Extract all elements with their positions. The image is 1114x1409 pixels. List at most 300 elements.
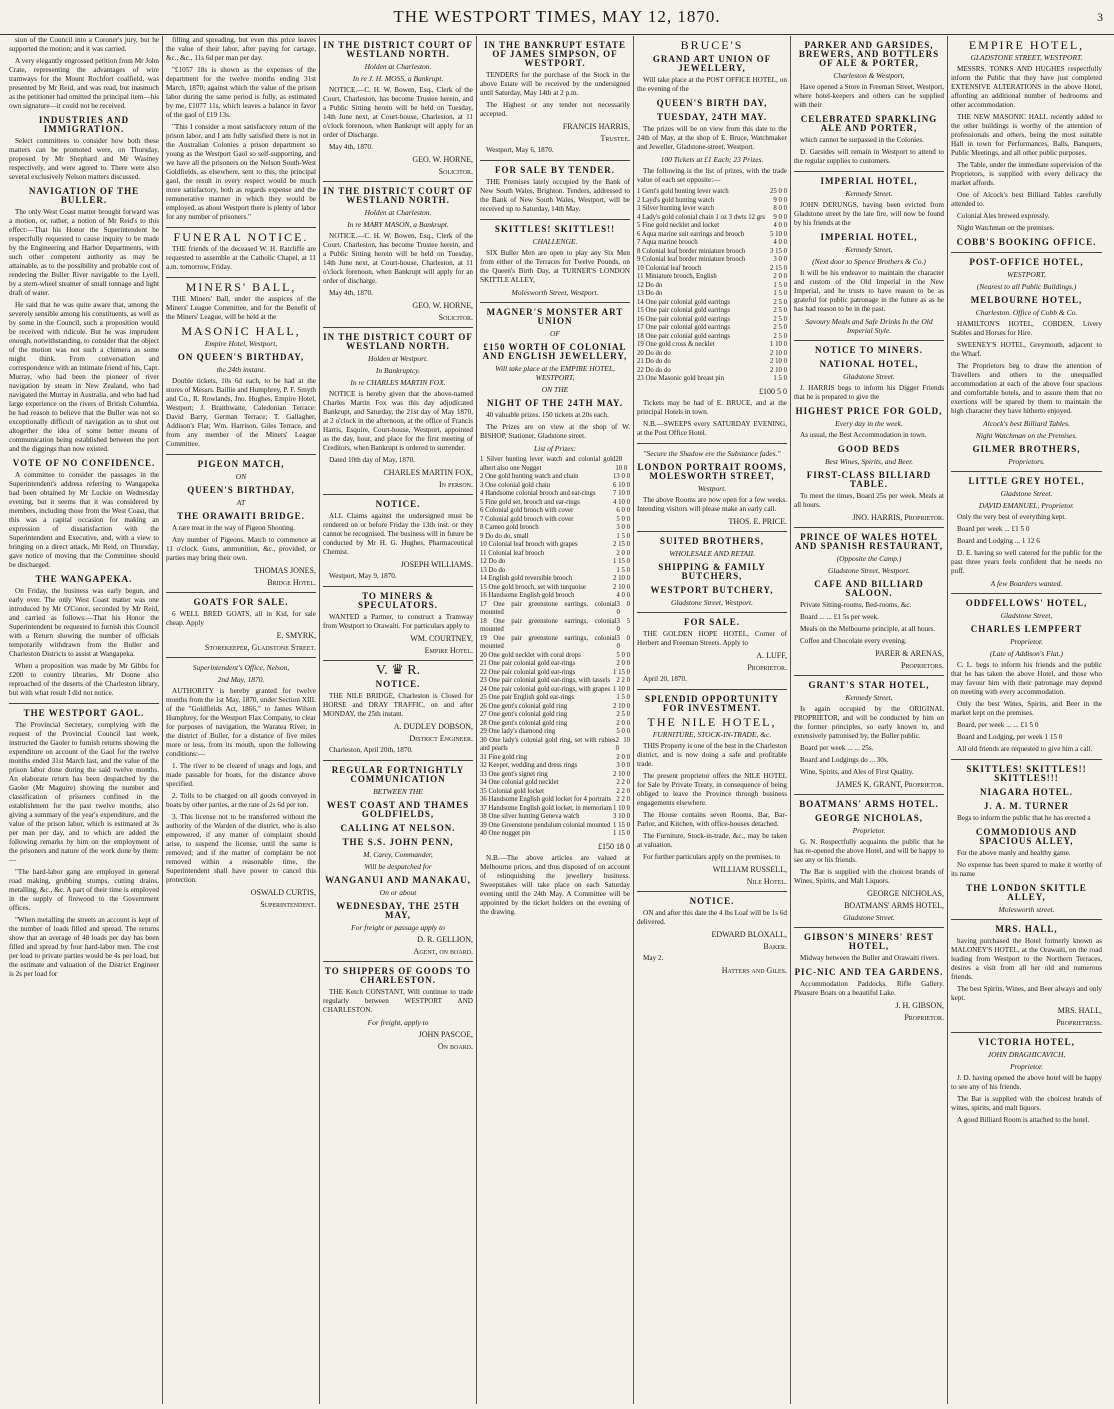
ad-body: NOTICE.—C. H. W. Bowen, Esq., Clerk of the Court, Charleston, has become Trustee herein, and a Public Sitting herein will be held on Tuesday, 14th June next, at Court-house, Charleston, at 11 o'clock forenoon, when Bankrupt will apply for an order of Discharge. [323, 86, 473, 139]
ad-signature: PARER & ARENAS, [875, 649, 944, 658]
ad-title: EMPIRE HOTEL, [968, 38, 1085, 52]
prize-item [637, 333, 787, 342]
ad-title: BOATMANS' ARMS HOTEL. [799, 799, 939, 809]
prize-name: 8 Colonial leaf border miniature brooch [637, 247, 746, 255]
prize-value: 8 0 0 [773, 205, 787, 212]
prize-name: 15 One pair colonial gold earrings [637, 307, 731, 314]
ad-body: All old friends are requested to give him a call. [957, 745, 1093, 753]
prize-item [637, 341, 787, 350]
ad-date: ON QUEEN'S BIRTHDAY, [177, 352, 305, 362]
ad-body: Board and Lodging, per week 1 15 0 [957, 733, 1063, 741]
ad-body: Board, per week ... ... £1 5 0 [957, 721, 1039, 729]
ad-signature: JOSEPH WILLIAMS. [400, 560, 473, 569]
prize-value: 3 5 0 [616, 617, 630, 633]
ad-sub: WHOLESALE AND RETAIL [669, 548, 755, 558]
prize-name: 7 Aqua marine brooch [637, 239, 698, 246]
section-heading: INDUSTRIES AND IMMIGRATION. [38, 115, 130, 134]
ad-body: C. L. begs to inform his friends and the public that he has taken the above Hotel, and those who may favour him with their patronage may depend on meeting with every accommodation. [951, 661, 1102, 696]
prize-name: 9 Do do do, small [480, 532, 529, 540]
prize-name: 31 Fine gold ring [480, 753, 528, 761]
ad-body: Board and Lodgings do ... 30s. [800, 756, 889, 764]
ad-signature: Hatters and Giles. [721, 965, 787, 975]
ad-title: PARKER AND GARSIDES, BREWERS, AND BOTTLERS OF ALE & PORTER, [798, 40, 940, 68]
prize-name: 1 Gent's gold hunting lever watch [637, 188, 729, 195]
ad-body: The Table, under the immediate supervision of the Proprietors, is supplied with every delicacy the market affords. [951, 161, 1102, 187]
prize-value: 5 0 0 [616, 515, 630, 523]
ad-sub: Proprietor. [1010, 637, 1043, 646]
divider [637, 443, 787, 444]
prize-list [480, 456, 630, 839]
ad-body: G. N. Respectfully acquaints the public that he has re-opened the above Hotel, and will be happy to see any or his friends. [794, 838, 944, 864]
prize-name: 38 One silver hunting Geneva watch [480, 813, 580, 820]
divider [951, 471, 1102, 472]
ad-signature: E. SMYRK, [276, 631, 316, 640]
ad-sub: OF [550, 329, 560, 338]
ad-signature: BOATMANS' ARMS HOTEL, [844, 901, 944, 910]
prize-name: 11 Miniature brooch, English [637, 273, 717, 280]
ad-sub: ON [235, 472, 247, 481]
ad-sub: JOHN DRAGHICAVICH, [987, 1050, 1066, 1059]
prize-value: 4 10 0 [613, 498, 630, 506]
ad-title: IN THE DISTRICT COURT OF WESTLAND NORTH. [323, 186, 473, 205]
ad-title: VICTORIA HOTEL, [978, 1037, 1075, 1047]
prize-name: 18 One pair greenstone earrings, colonial mounted [480, 617, 617, 633]
divider [951, 1032, 1102, 1033]
ad-body: THE friends of the deceased W. H. Ratcliffe are requested to assemble at the Catholic Chapel, at 11 a.m. tomorrow, Friday. [166, 245, 316, 271]
ad-body: The best Spirits, Wines, and Beer always and only kept. [951, 985, 1102, 1002]
section-heading: THE WANGAPEKA. [35, 574, 133, 584]
prize-item [637, 256, 787, 265]
prize-name: 10 Colonial leaf brooch [637, 264, 702, 272]
ad-signature: Agent, on board. [413, 947, 473, 956]
ad-body: Charleston, April 20th, 1870. [329, 746, 413, 754]
ad-body: ON and after this date the 4 lbs Loaf will be 1s 6d delivered. [637, 908, 787, 926]
ad-body: Tickets may be had of E. BRUCE, and at the principal Hotels in town. [637, 398, 787, 416]
prize-name: 19 One gold cross & necklet [637, 341, 715, 348]
ad-venue: NATIONAL HOTEL, [819, 359, 919, 369]
divider [480, 302, 630, 303]
ad-body: Only the best Wines, Spirits, and Beer in the market kept on the premises. [951, 700, 1102, 717]
ad-sub: (Opposite the Camp.) [836, 554, 902, 563]
divider [166, 592, 316, 593]
prize-name: 16 Handsome English gold brooch [480, 592, 575, 599]
ad-title: FOR SALE. [683, 616, 740, 627]
prize-value: 25 0 0 [770, 188, 787, 195]
ad-signature: Trustee. [600, 134, 630, 143]
prize-value: 1 15 0 [613, 668, 630, 676]
divider [166, 227, 316, 228]
ad-body: Coffee and Chocolate every evening. [800, 637, 907, 645]
ad-sub: GRAND ART UNION OF JEWELLERY, [652, 54, 772, 73]
prize-value: 1 15 0 [613, 830, 630, 837]
prize-item [637, 197, 787, 206]
ad-signature: Proprietor. [904, 1013, 944, 1022]
prize-name: 6 Aqua marine suit earrings and brooch [637, 230, 745, 238]
ad-title: SUITED BROTHERS, [659, 535, 765, 546]
prize-name: 13 Do do [637, 290, 663, 297]
divider [9, 703, 159, 704]
divider [794, 794, 944, 795]
ad-sub: WESTPORT, [1007, 270, 1046, 279]
paragraph: A committee to consider the passages in the Superintendent's address referring to Wangapeka had been obtained by Mr Luckie on Wednesday evening, but it seems that it was considered by members, including those from the West Coast, that this was a capital occasion for making an expression of dissatisfaction with the Superintendent and Executive, and, with a view to bringing on a direct attack, Mr Reid, on Thursday, gave notice of moving that the Committee should be discharged. [9, 471, 159, 569]
prize-value: 1 15 0 [613, 558, 630, 565]
prize-item [480, 524, 630, 533]
ad-body: May 4th, 1870. [329, 289, 373, 297]
ad-venue: £150 WORTH OF COLONIAL AND ENGLISH JEWELLERY, [482, 342, 628, 361]
prize-item [480, 541, 630, 550]
column-5 [634, 36, 791, 1404]
ad-venue: PIC-NIC AND TEA GARDENS. [794, 967, 944, 977]
ad-signature: On board. [437, 1042, 473, 1051]
ad-sub: Charleston & Westport, [833, 71, 905, 80]
ad-body: For the above manly and healthy game. [957, 849, 1071, 857]
prize-value: 2 10 0 [613, 575, 630, 582]
ad-sub: Charleston. Office of Cobb & Co. [975, 308, 1078, 317]
prize-value: 3 0 0 [616, 634, 630, 650]
divider [794, 927, 944, 928]
column-1 [6, 36, 163, 1404]
divider [323, 961, 473, 962]
ad-sub: Holden at Westport. [368, 354, 428, 363]
prize-item [637, 273, 787, 282]
ad-title: NIAGARA HOTEL. [979, 787, 1073, 797]
prize-item [480, 618, 630, 635]
ad-title: FOR SALE BY TENDER. [494, 165, 616, 175]
prize-name: 15 One gold brooch, set with turquoise [480, 583, 586, 591]
ad-body: 2. Tolls to be charged on all goods conveyed in boats by other parties, at the rate of 2s 6d per ton. [166, 792, 316, 809]
ad-body: No expense has been spared to make it worthy of its name [951, 861, 1102, 878]
ad-signature: D. R. GELLION, [417, 935, 473, 944]
prize-item [480, 762, 630, 771]
prize-name: 29 One lady's diamond ring [480, 728, 556, 735]
prize-value: 2 2 0 [616, 779, 630, 786]
ad-venue: THE S.S. JOHN PENN, [342, 837, 454, 847]
prize-value: 9 0 0 [773, 213, 787, 221]
ad-sub: AT [236, 498, 246, 507]
ad-title: IN THE BANKRUPT ESTATE OF JAMES SIMPSON, OF WESTPORT. [483, 40, 627, 68]
ad-title: PRINCE OF WALES HOTEL AND SPANISH RESTAURANT, [794, 532, 944, 551]
prize-name: 5 Fine gold necklet and locket [637, 222, 720, 229]
prize-value: 1 5 0 [773, 375, 787, 382]
ad-body: HAMILTON'S HOTEL, COBDEN, Livery Stables and Horses for Hire. [951, 320, 1102, 337]
ad-signature: EDWARD BLOXALL, [711, 929, 787, 939]
prize-name: 40 One nugget pin [480, 830, 531, 837]
ad-venue: COMMODIOUS AND SPACIOUS ALLEY, [975, 827, 1078, 846]
ad-body: THE NEW MASONIC HALL recently added to the other buildings is worthy of the attention of professionals and others, being the most suitable Hall in town for Performances, Balls, Banquets, Public Meetings, and all other public purposes. [951, 113, 1102, 157]
ad-body: A good Billiard Room is attached to the hotel. [957, 1116, 1090, 1124]
prize-item [637, 290, 787, 299]
divider [951, 593, 1102, 594]
prize-name: 22 One pair colonial gold ear-rings [480, 668, 576, 676]
prize-value: 2 0 0 [773, 273, 787, 280]
prize-value: 1 5 0 [616, 566, 630, 574]
ad-sub: FURNITURE, STOCK-IN-TRADE, &c. [652, 729, 772, 739]
prize-item [637, 248, 787, 257]
ad-signature: THOS. E. PRICE. [728, 516, 787, 526]
ad-body: WANTED a Partner, to construct a Tramway from Westport to Orawaiti. For particulars apply to [323, 613, 473, 630]
ad-sub: Proprietor. [852, 826, 886, 835]
prize-total: £150 18 0 [598, 841, 630, 851]
divider [323, 494, 473, 495]
prize-value: 4 0 0 [773, 222, 787, 229]
ad-sub: Gladstone Street, Westport. [671, 597, 753, 607]
ad-body: Colonial Ales brewed expressly. [957, 212, 1050, 220]
prize-name: 11 Colonial leaf brooch [480, 549, 545, 557]
divider [480, 219, 630, 220]
ad-title: NOTICE. [375, 679, 421, 689]
ad-body: Board ... ... £1 5s per week. [800, 613, 879, 621]
ad-venue: GILMER BROTHERS, [972, 444, 1081, 454]
ad-sub: Kennedy Street, [845, 693, 893, 702]
ad-body: Accommodation Paddocks. Rifle Gallery. Pleasure Boats on a beautiful Lake. [794, 980, 944, 997]
ad-body: April 20, 1870. [643, 674, 687, 683]
ad-sub: Gladstone Street, Westport. [828, 566, 910, 575]
ad-body: N.B.—The above articles are valued at Melbourne prices, and thus disposed of on account of relinquishing the jewellery business. Sweepstakes will take place on each Saturday evening until the 24th May. A Committee will be appointed by the ticket holders on the evening of the drawing. [480, 853, 630, 916]
prize-item [480, 737, 630, 754]
ad-sub: Proprietor. [1010, 1062, 1043, 1071]
ad-title: MINERS' BALL, [185, 280, 297, 294]
prize-item [480, 805, 630, 814]
prize-name: 2 One gold hunting watch and chain [480, 473, 579, 480]
ad-title: IN THE DISTRICT COURT OF WESTLAND NORTH. [323, 332, 473, 351]
ad-body: THE Miners' Ball, under the auspices of the Miners' League Committee, and for the Benefit of the Miners' League, will be held at the [166, 295, 316, 321]
ad-body: The Prizes are on view at the shop of W. BISHOP, Stationer, Gladstone street. [480, 423, 630, 440]
ad-body: Double tickets, 10s 6d each, to be had at the stores of Messrs. Baillie and Humphrey, P. F. Smyth and Co., R. Rowlands, Jno. Hughes, Empire Hotel, Westport; J. Braithwaite, Caledonian Terrace: David Barry, German Terrace; T. Gallagher, Addison's Flat; Wm. Harrison, Giles Terrace, and from any member of the Miners' League Committee. [166, 377, 316, 448]
prize-item [480, 592, 630, 601]
ad-signature: GEO. W. HORNE, [412, 301, 473, 310]
prize-name: 14 One pair colonial gold earrings [637, 298, 731, 306]
ad-signature: Bridge Hotel. [267, 578, 316, 587]
section-heading: VOTE OF NO CONFIDENCE. [12, 458, 156, 468]
prize-name: 21 Do do do [637, 358, 671, 365]
divider [323, 586, 473, 587]
ad-body: Dated 10th day of May, 1870. [329, 456, 415, 464]
prize-value: 1 10 0 [613, 685, 630, 693]
prize-item [480, 830, 630, 839]
ad-signature: Solicitor. [438, 313, 473, 322]
ad-body: D. Garsides will remain in Westport to attend to the regular supplies to customers. [794, 148, 944, 165]
ad-sub: For freight, apply to [367, 1018, 429, 1027]
prize-value: 3 0 0 [616, 524, 630, 531]
ad-body: 1. The river to be cleared of snags and logs, and made passable for boats, for the distance above specified. [166, 762, 316, 788]
ad-venue: IMPERIAL HOTEL, [820, 232, 918, 242]
ad-sub: For freight or passage apply to [351, 923, 445, 932]
ad-date: QUEEN'S BIRTHDAY, [187, 485, 295, 495]
prize-value: 1 5 0 [773, 281, 787, 289]
prize-value: 2 10 0 [770, 358, 787, 365]
prize-item [480, 754, 630, 763]
paragraph: The only West Coast matter brought forward was a motion, or, rather, a notion of Mr Reid's to this effect:—That his Honor the Superintendent be respectfully requested to cause inquiry to be made by the Engineering and Harbor Departments, with such other competent authority as may be attainable, as to the possibility and probable cost of rendering the Buller River navigable to the Lyell, by a stern-wheel steamer of small tonnage and light draft of water. [9, 208, 159, 297]
ad-date: WEDNESDAY, THE 25TH MAY, [336, 901, 460, 920]
prize-item [480, 660, 630, 669]
prize-name: 28 One gent's colonial gold ring [480, 719, 568, 727]
ad-body: THE Ketch CONSTANT, Will continue to trade regularly between WESTPORT AND CHARLESTON. [323, 988, 473, 1014]
ad-sub: Superintendent's Office, Nelson, [192, 663, 290, 672]
divider [166, 277, 316, 278]
prize-item [480, 669, 630, 678]
ad-body: MESSRS. TONKS AND HUGHES respectfully inform the Public that they have just completed EXTENSIVE ALTERATIONS in the above Hotel, affording an additional number of bedrooms and other accommodation. [951, 65, 1102, 109]
ad-body: A rare treat in the way of Pigeon Shooting. [172, 524, 296, 532]
prize-item [480, 771, 630, 780]
paragraph: sion of the Council into a Coroner's jury, but he supported the motion; and it was carried. [9, 36, 159, 53]
prize-item [480, 558, 630, 567]
prize-name: 2 Layd's gold hunting watch [637, 196, 715, 204]
ad-body: For further particulars apply on the premises, to [643, 852, 781, 861]
prize-item [637, 239, 787, 248]
ad-sub: Gladstone Street. [843, 372, 895, 381]
ad-body: JOHN DERUNGS, having been evicted from Gladstone street by the late fire, will now be found by his friends at the [794, 201, 944, 227]
ad-venue: SHIPPING & FAMILY BUTCHERS, [658, 561, 766, 581]
ad-signature: GEO. W. HORNE, [412, 155, 473, 164]
prize-name: 20 Do do do [637, 349, 671, 357]
ad-sub: Gladstone Street, [1000, 611, 1053, 620]
paragraph: Select committees to consider how both these matters can be promoted were, on Thursday, proposed by Mr Shephard and Mr Wastney respectively, and were agreed to. There were also several exclusively Nelson matters discussed. [9, 137, 159, 181]
ad-signature: JNO. HARRIS, Proprietor. [852, 513, 944, 522]
prize-item [480, 788, 630, 797]
ad-signature: OSWALD CURTIS, [250, 888, 316, 897]
prize-item [637, 265, 787, 274]
prize-value: 2 10 0 [613, 583, 630, 591]
ad-sub: Molesworth street. [998, 905, 1055, 914]
ad-body: having purchased the Hotel formerly known as MALONEY'S HOTEL, at the Orawaiti, on the road leading from Westport to the Northern Terraces, desires a visit from all her old and numerous friends. [951, 937, 1102, 981]
ad-title: REGULAR FORTNIGHTLY COMMUNICATION [331, 765, 465, 784]
divider [166, 454, 316, 455]
prize-value: 1 5 0 [616, 532, 630, 540]
ad-body: J. D. having opened the above hotel will be happy to see any of his friends. [951, 1074, 1102, 1091]
prize-name: 35 Colonial gold locket [480, 787, 544, 795]
ad-body: The prizes will be on view from this date to the 24th of May, at the shop of E. Bruce, Watchmaker and Jeweller, Gladstone-street, Westport. [637, 125, 787, 151]
ad-body: D. E. having so well catered for the public for the past three years feels confident that he needs no puff. [951, 549, 1102, 575]
prize-name: 3 Silver hunting lever watch [637, 205, 715, 212]
ad-title: GIBSON'S MINERS' REST HOTEL, [803, 932, 935, 951]
paragraph: A very elegantly engrossed petition from Mr John Crate, representing the advantages of wire tramways for the Mount Rochfort coalfield, was presented by Mr Reid, and was read, but inasmuch as the petitioner had omitted the principal item—his own signature—it could not be received. [9, 57, 159, 110]
prize-name: 1 Silver hunting lever watch and colonial gold albert also one Nugget [480, 456, 616, 472]
ad-body: TENDERS for the purchase of the Stock in the above Estate will be received by the undersigned until Saturday, May 14th at 2 p.m. [480, 71, 630, 97]
ad-sub: (Next door to Spence Brothers & Co.) [812, 257, 926, 266]
ad-body: Board per week ... ... 25s. [800, 744, 874, 752]
prize-value: 3 15 0 [770, 247, 787, 255]
ad-body: SWEENEY'S HOTEL, Greymouth, adjacent to the Wharf. [951, 341, 1102, 358]
ad-signature: In person. [438, 480, 473, 489]
divider [637, 531, 787, 532]
divider [794, 171, 944, 172]
ad-signature: Solicitor. [438, 167, 473, 176]
ad-body: SIX Buller Men are open to play any Six Men from either of the Terraces for Twelve Pounds, on the Queen's Birth Day, at TURNER'S LONDON SKITTLE ALLEY, [480, 249, 630, 284]
prize-value: 2 5 0 [773, 315, 787, 323]
divider [951, 252, 1102, 253]
prize-value: 2 0 0 [616, 660, 630, 667]
ad-sub: Night Watchman on the Premises. [975, 431, 1078, 440]
ad-signature: GEORGE NICHOLAS, [867, 889, 944, 898]
ad-body: Any number of Pigeons. Match to commence at 11 o'clock. Guns, ammunition, &c., provided, or parties may bring their own. [166, 536, 316, 562]
ad-signature: District Engineer. [409, 734, 473, 743]
ad-body: Only the very best of everything kept. [957, 513, 1067, 521]
prize-item [480, 686, 630, 695]
ad-body: The Bar is supplied with the choicest brands of Wines, Spirits, and Malt Liquors. [794, 868, 944, 885]
ad-body: The Furniture, Stock-in-trade, &c., may be taken at valuation. [637, 831, 787, 849]
prize-value: 9 0 0 [773, 196, 787, 204]
prize-value: 2 10 0 [770, 366, 787, 374]
prize-value: 1 5 0 [773, 290, 787, 297]
paragraph: On Friday, the business was early begun, and early over. The only West Coast matter was one introduced by Mr O'Conor, seconded by Mr Reid, and carried as follows:—That his Honor the Superintendent be requested to furnish this Council with a Return showing the number of officials temporarily withdrawn from the Buller and Charleston Districts to assist at Wangapeka. [9, 587, 159, 658]
ad-body: Westport, May 9, 1870. [329, 572, 397, 580]
ad-title: SKITTLES! SKITTLES!! SKITTLES!!! [966, 764, 1087, 783]
prize-value: 2 2 0 [616, 796, 630, 803]
ad-body: To meet the times, Board 25s per week. Meals at all hours. [794, 492, 944, 509]
ad-body: The Bar is supplied with the choicest brands of wines, spirits, and malt liquors. [951, 1095, 1102, 1112]
ad-body: May 2. [643, 953, 664, 962]
ad-title: LITTLE GREY HOTEL, [968, 476, 1085, 486]
prize-item [480, 711, 630, 720]
prize-value: 2 5 0 [616, 711, 630, 718]
prize-item [480, 490, 630, 499]
ad-title: NOTICE. [689, 895, 735, 906]
prize-value: 2 2 0 [616, 787, 630, 795]
prize-name: 13 Do do [480, 566, 506, 574]
prize-item [480, 813, 630, 822]
prize-value: 28 10 0 [615, 456, 628, 472]
ad-title: LONDON PORTRAIT ROOMS, MOLESWORTH STREET, [637, 461, 787, 481]
ad-title: GRANT'S STAR HOTEL, [808, 680, 930, 690]
ad-venue: CHARLES LEMPFERT [970, 624, 1083, 634]
ad-body: NOTICE.—C. H. W. Bowen, Esq., Clerk of the Court, Charleston, has become Trustee herein, and a Public Sitting herein will be held on Tuesday, 14th June next, at Court-house, Charleston, at 11 o'clock forenoon, when Bankrupt will apply for an order of discharge. [323, 232, 473, 285]
prize-item [637, 367, 787, 376]
prize-value: 6 0 0 [616, 507, 630, 514]
ad-title: POST-OFFICE HOTEL, [969, 257, 1084, 267]
ad-body: The present proprietor offers the NILE HOTEL for Sale by Private Treaty, in consequence of being obliged to leave the Province through business engagements elsewhere. [637, 771, 787, 807]
ad-title: MAGNER'S MONSTER ART UNION [486, 307, 624, 326]
prize-value: 2 10 0 [615, 736, 630, 752]
ad-signature: Proprietress. [1056, 1018, 1102, 1027]
ad-signature: Nile Hotel. [746, 876, 787, 886]
ad-body: It will be his endeavor to maintain the character and custom of the Old Imperial in the New Imperial, and he trusts to have reason to be as grateful for public patronage in the future as as he has had reason to be in the past. [794, 269, 944, 313]
divider [323, 327, 473, 328]
prize-value: 1 15 0 [613, 821, 630, 829]
ad-venue: GOOD BEDS [837, 444, 901, 454]
prize-name: 23 One pair colonial gold ear-rings, with tassels [480, 677, 611, 684]
prize-name: 33 One gent's signet ring [480, 770, 548, 778]
prize-name: 12 Do do [637, 281, 663, 289]
ad-sub: BETWEEN THE [373, 787, 423, 796]
ad-sub: In re J. H. MOSS, a Bankrupt. [352, 74, 444, 83]
ad-sub: Will take place at the EMPIRE HOTEL, WESTPORT, [495, 364, 615, 382]
ad-signature: MRS. HALL, [1057, 1006, 1102, 1015]
ad-title: NOTICE TO MINERS. [815, 345, 923, 355]
ad-body: The House contains seven Rooms, Bar, Bar-Parlor, and Kitchen, with office-houses detached. [637, 810, 787, 828]
prize-value: 7 10 0 [613, 490, 630, 497]
prize-item [480, 533, 630, 542]
ad-body: May 4th, 1870. [329, 143, 373, 151]
divider [166, 657, 316, 658]
prize-name: 5 Fine gold set, brooch and ear-rings [480, 498, 580, 506]
prize-value: 2 15 0 [770, 264, 787, 272]
prize-item [480, 796, 630, 805]
prize-item [480, 482, 630, 491]
prize-value: 2 5 0 [773, 307, 787, 314]
paragraph: He said that he was quite aware that, among the severely sensible among his constituents, as well as by some in the Council, such a proposition would be received with ridicule. But he was imprudent enough, notwithstanding, to consider that the object of the motion was not such a chimera as some might think. From conversation and correspondence with an intimate friend of his, Capt. Murray, who had been the pioneer of river navigation by steam in New Zealand, who had navigated the Murray in Australia, and who had had large experience on the rivers of British Columbia, he had reason to believe that the Buller was not so exceptionally difficult of navigation as to shut out altogether the idea of some better means of communication being established between the port and the diggings than now existed. [9, 301, 159, 453]
ad-signature: Superintendent. [260, 900, 316, 909]
paragraph: "When metalling the streets an account is kept of the number of loads filled and spread. The returns show that an average of 48 loads per day has been filled and spread by four hard-labor men. The cost per load to private parties would be 4s per load, but the estimate and valuation of the District Engineer is 2s per load for [9, 916, 159, 978]
ad-sub: "Secure the Shadow ere the Substance fades." [643, 448, 781, 458]
ad-venue: WESTPORT BUTCHERY, [650, 584, 774, 595]
ad-venue: CAFE AND BILLIARD SALOON. [814, 579, 924, 598]
ad-sub: In re CHARLES MARTIN FOX. [350, 378, 446, 387]
prize-item [480, 499, 630, 508]
prize-item [480, 694, 630, 703]
prize-name: 9 Colonial leaf border miniature brooch [637, 256, 746, 263]
prize-name: 19 One pair greenstone earrings, colonial mounted [480, 634, 617, 650]
prize-item [480, 507, 630, 516]
